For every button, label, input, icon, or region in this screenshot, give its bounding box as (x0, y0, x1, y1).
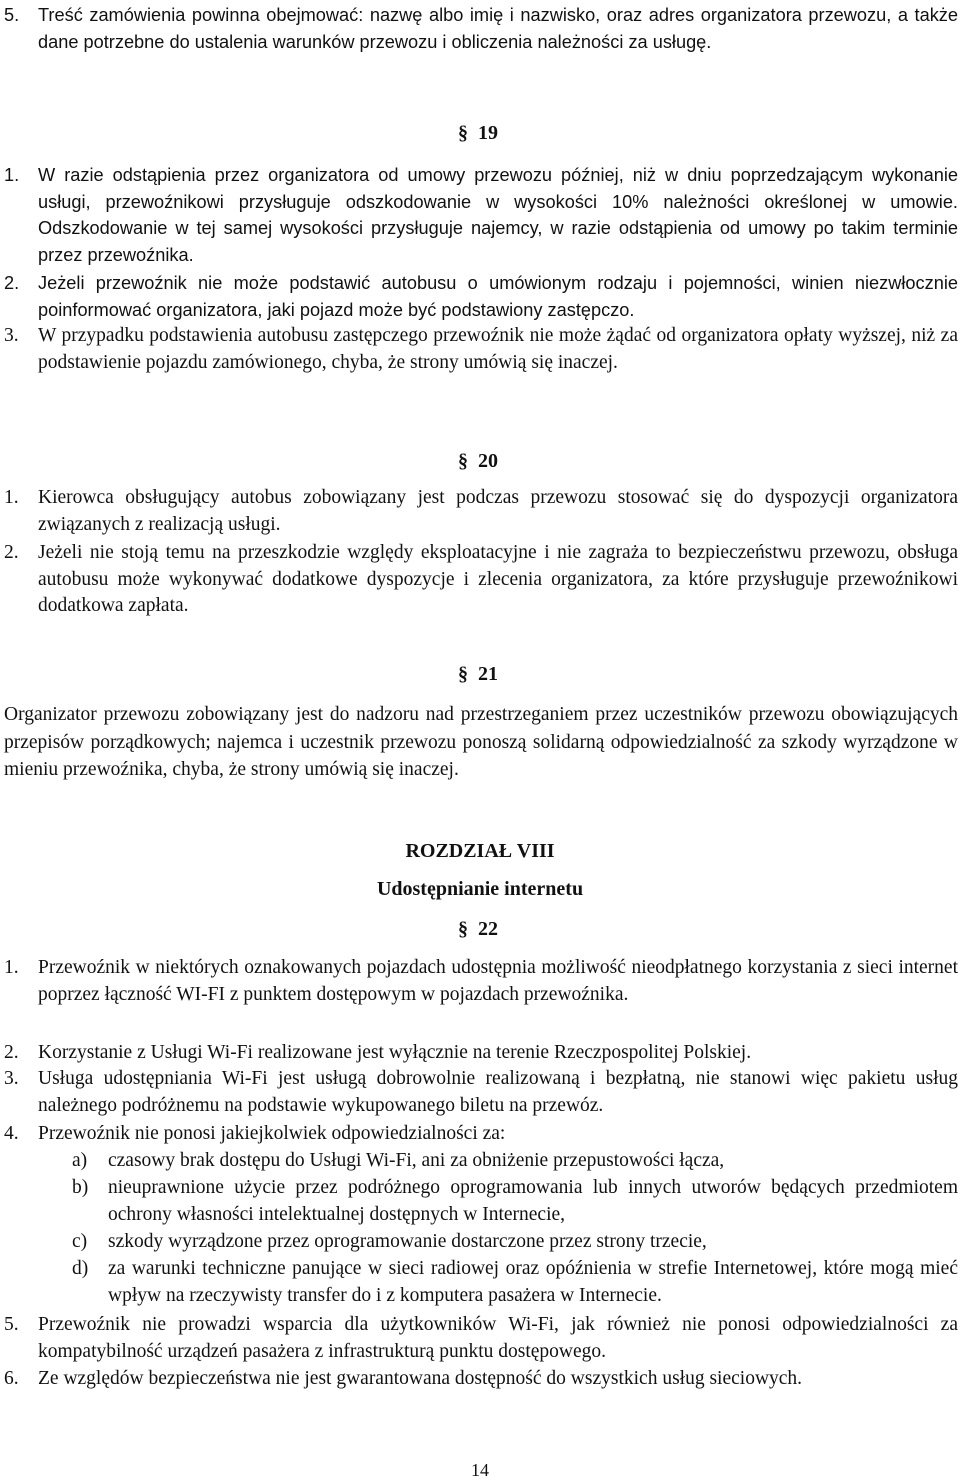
item-text: Przewoźnik w niektórych oznakowanych pojazdach udostępnia możliwość nieodpłatnego korzystania z sieci internet poprzez łączność WI-FI z punktem dostępowym w pojazdach przewoźnika. (38, 957, 958, 1005)
item-text-part: Odszkodowanie w tej samej wysokości przysługuje najemcy, w razie odstąpienia od umowy po takim terminie przez przewoźnika. (38, 218, 958, 265)
sub-item-text: szkody wyrządzone przez oprogramowanie dostarczone przez strony trzecie, (108, 1231, 707, 1252)
item-text: Treść zamówienia powinna obejmować: nazwę albo imię i nazwisko, oraz adres organizatora przewozu, a także dane potrzebne do ustalenia warunków przewozu i obliczenia należności za usługę. (38, 5, 958, 52)
item-number: 2. (4, 273, 20, 293)
chapter-heading: ROZDZIAŁ VIII (405, 840, 555, 862)
section-heading-20 (458, 450, 498, 473)
sub-list-item (38, 1175, 958, 1228)
sub-item-letter: d) (72, 1258, 89, 1279)
section-number: 22 (478, 918, 498, 940)
list-item (0, 1066, 958, 1119)
item-text: Korzystanie z Usługi Wi-Fi realizowane jest wyłącznie na terenie Rzeczpospolitej Polskiej. (38, 1042, 752, 1063)
section-heading-21 (458, 663, 498, 686)
sub-list-item (38, 1148, 958, 1175)
item-text: W przypadku podstawienia autobusu zastępczego przewoźnik nie może żądać od organizatora opłaty wyższej, niż za podstawienie pojazdu zamówionego, chyba, że strony umówią się inaczej. (38, 325, 958, 373)
section-number: 20 (478, 450, 498, 472)
list-item (0, 540, 958, 620)
paragraph: Organizator przewozu zobowiązany jest do nadzoru nad przestrzeganiem przez uczestników przewozu obowiązujących przepisów porządkowych; najemca i uczestnik przewozu ponoszą solidarną odpowiedzialność za szkody wyrządzone w mieniu przewoźnika, chyba, że strony umówią się inaczej. (4, 704, 958, 780)
list-item (0, 2, 958, 55)
item-number: 1. (4, 957, 19, 978)
item-text: Jeżeli przewoźnik nie może podstawić autobusu o umówionym rodzaju i pojemności, winien niezwłocznie poinformować organizatora, jaki pojazd może być podstawiony zastępczo. (38, 273, 958, 320)
section-heading-22 (458, 918, 498, 941)
sub-list-item (38, 1256, 958, 1309)
item-text: Ze względów bezpieczeństwa nie jest gwarantowana dostępność do wszystkich usług sieciowych. (38, 1368, 803, 1389)
sub-item-text: za warunki techniczne panujące w sieci radiowej oraz opóźnienia w strefie Internetowej, które mogą mieć wpływ na rzeczywisty transfer do i z komputera pasażera w Internecie. (108, 1258, 958, 1306)
list-item (0, 955, 958, 1008)
item-number: 4. (4, 1123, 19, 1144)
item-text: Jeżeli nie stoją temu na przeszkodzie względy eksploatacyjne i nie zagraża to bezpieczeństwu przewozu, obsługa autobusu może wykonywać dodatkowe dyspozycje i zlecenia organizatora, za które przysługuje przewoźnikowi dodatkowa zapłata. (38, 542, 958, 616)
section-heading-19 (458, 122, 498, 145)
section-number: 19 (478, 122, 498, 144)
item-number: 3. (4, 325, 19, 346)
section-symbol: § (458, 450, 468, 472)
section-symbol: § (458, 122, 468, 144)
item-number: 1. (4, 487, 19, 508)
item-text: Przewoźnik nie prowadzi wsparcia dla użytkowników Wi-Fi, jak również nie ponosi odpowiedzialności za kompatybilność urządzeń pasażera z infrastrukturą punktu dostępowego. (38, 1314, 958, 1362)
list-item (0, 1121, 958, 1148)
section-number: 21 (478, 663, 498, 685)
item-text: Kierowca obsługujący autobus zobowiązany jest podczas przewozu stosować się do dyspozycji organizatora związanych z realizacją usługi. (38, 487, 958, 535)
item-text: Usługa udostępniania Wi-Fi jest usługą dobrowolnie realizowaną i bezpłatną, nie stanowi więc pakietu usług należnego podróżnemu na podstawie wykupowanego biletu na przewóz. (38, 1068, 958, 1116)
item-text-part: W razie odstąpienia przez organizatora od umowy przewozu później, niż w dniu poprzedzającym wykonanie usługi, przewoźnikowi przysługuje odszkodowanie w wysokości 10% należności określonej w umowie. (38, 165, 958, 212)
item-number: 5. (4, 5, 20, 25)
item-number: 3. (4, 1068, 19, 1089)
sub-item-text: nieuprawnione użycie przez podróżnego oprogramowania lub innych utworów będących przedmiotem ochrony własności intelektualnej dostępnych w Internecie, (108, 1177, 958, 1225)
list-item (0, 1366, 958, 1393)
item-number: 6. (4, 1368, 19, 1389)
item-text: Przewoźnik nie ponosi jakiejkolwiek odpowiedzialności za: (38, 1123, 506, 1144)
item-number: 2. (4, 1042, 19, 1063)
chapter-title: Udostępnianie internetu (376, 878, 584, 900)
list-item (0, 485, 958, 538)
item-text (38, 162, 958, 268)
sub-item-letter: c) (72, 1231, 88, 1252)
list-item (0, 1312, 958, 1365)
sub-item-letter: a) (72, 1150, 88, 1171)
list-item (0, 270, 958, 323)
list-item (0, 162, 958, 268)
item-number: 1. (4, 165, 20, 185)
list-item (0, 323, 958, 376)
list-item (0, 1040, 958, 1067)
sub-item-text: czasowy brak dostępu do Usługi Wi-Fi, ani za obniżenie przepustowości łącza, (108, 1150, 725, 1171)
item-number: 2. (4, 542, 19, 563)
section-symbol: § (458, 918, 468, 940)
item-number: 5. (4, 1314, 19, 1335)
page-number: 14 (471, 1460, 489, 1480)
section-symbol: § (458, 663, 468, 685)
sub-item-letter: b) (72, 1177, 89, 1198)
sub-list-item (38, 1229, 958, 1256)
